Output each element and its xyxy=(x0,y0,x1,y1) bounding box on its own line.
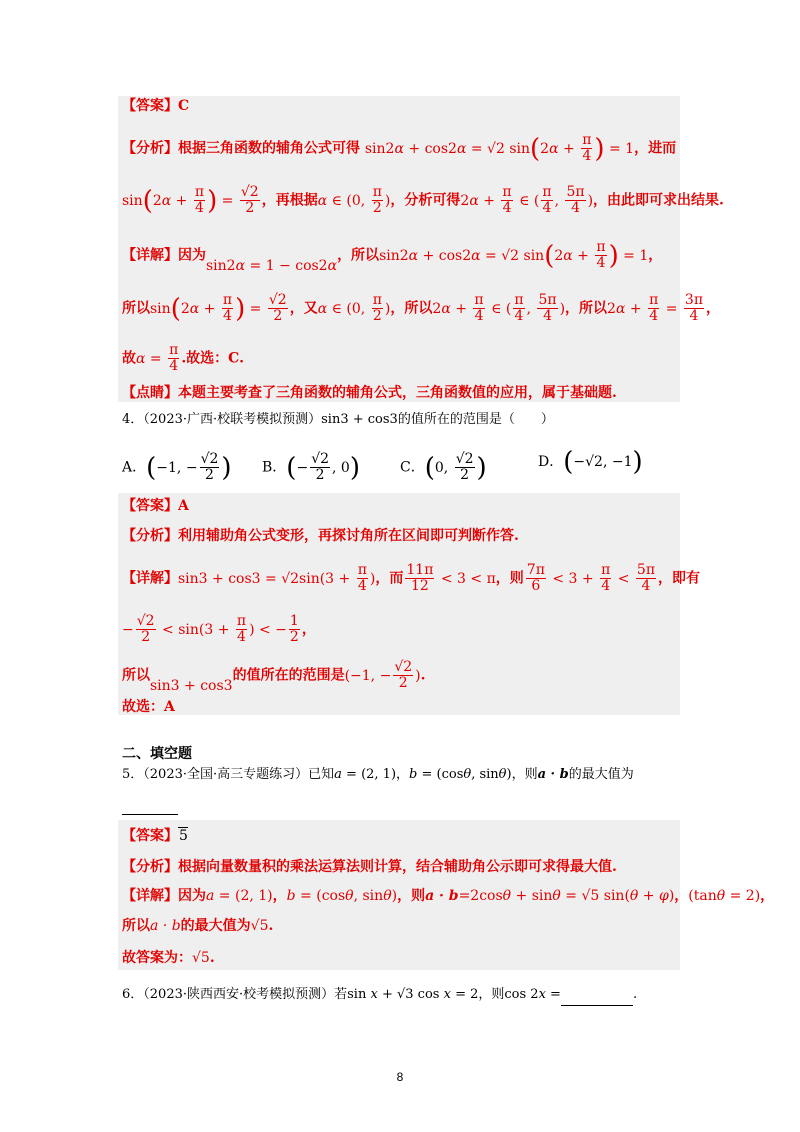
detail-line-q3-3: 故α = $\frac{\pi}{4}$ .故选：C. xyxy=(122,342,244,374)
answer-blank-q5[interactable] xyxy=(122,794,178,815)
question-4: 4．（2023·广西·校联考模拟预测）sin3 + cos3的值所在的范围是（ ） xyxy=(122,412,554,427)
detail-line-q4: 【详解】sin3 + cos3 = √2sin(3 + $\frac{\pi}{4}$ )，而 $\frac{11\pi}{12}$ < 3 < π，则 $\frac{7\pi}{6}$ < 3 + $\frac{\pi}{4}$ < $\frac{5\pi}{4}$ ，即有 xyxy=(122,562,701,594)
detail-line-q5-3: 故答案为：√5. xyxy=(122,950,215,966)
comment-line-q3: 【点睛】本题主要考查了三角函数的辅角公式，三角函数值的应用，属于基础题. xyxy=(122,385,617,401)
analysis-line-q3: 【分析】根据三角函数的辅角公式可得 sin2α + cos2α = √2 sin(2α + $\frac{\pi}{4}$ ) = 1，进而 xyxy=(122,132,677,164)
analysis-line-q5: 【分析】根据向量数量积的乘法运算法则计算，结合辅助角公示即可求得最大值. xyxy=(122,859,617,875)
analysis-line-q4: 【分析】利用辅助角公式变形，再探讨角所在区间即可判断作答. xyxy=(122,528,519,544)
option-b[interactable]: B．(− $\frac{√2}{2}$ , 0) xyxy=(262,451,360,483)
detail-line-q4-4: 故选：A xyxy=(122,699,175,715)
detail-line-q5-2: 所以a · b的最大值为√5. xyxy=(122,918,274,934)
detail-line-q5: 【详解】因为a = (2, 1)，b = (cosθ, sinθ)，则a · b=2cosθ + sinθ = √5 sin(θ + φ)，(tanθ = 2)， xyxy=(122,888,775,904)
section-title: 二、填空题 xyxy=(122,746,192,762)
option-a[interactable]: A．(−1, − $\frac{√2}{2}$ ) xyxy=(122,451,232,483)
answer-value: C xyxy=(178,98,190,114)
option-d[interactable]: D．(−√2, −1) xyxy=(538,447,643,477)
question-5: 5．（2023·全国·高三专题练习）已知a = (2, 1)，b = (cosθ, sinθ)，则a · b的最大值为 xyxy=(122,767,634,782)
detail-line-q3: 【详解】因为sin2α = 1 − cos2α，所以sin2α + cos2α = √2 sin(2α + $\frac{\pi}{4}$ ) = 1， xyxy=(122,239,663,274)
question-6: 6．（2023·陕西西安·校考模拟预测）若sin x + √3 cos x = 2，则cos 2x = . xyxy=(122,985,637,1006)
option-c[interactable]: C．(0, $\frac{√2}{2}$ ) xyxy=(400,451,487,483)
answer-line-q4: 【答案】A xyxy=(122,498,189,514)
detail-line-q4-3: 所以sin3 + cos3的值所在的范围是(−1, − $\frac{√2}{2}$ ). xyxy=(122,659,426,694)
detail-line-q4-2: − $\frac{√2}{2}$ < sin(3 + $\frac{\pi}{4}$ ) < − $\frac{1}{2}$ ， xyxy=(122,613,316,645)
answer-line-q3: 【答案】C xyxy=(122,98,190,114)
answer-line-q5: 【答案】5 xyxy=(122,828,188,844)
detail-line-q3-2: 所以sin(2α + $\frac{\pi}{4}$ ) = $\frac{√2}{2}$ ，又α ∈ (0, $\frac{\pi}{2}$ )，所以2α + $\frac{\pi}{4}$ ∈ ( $\frac{\pi}{4}$ , $\frac{5\pi}{4}$ )，所以2α + $\frac{\pi}{4}$ = $\frac{3\pi}{4}$ ， xyxy=(122,292,721,324)
analysis-line-q3-2: sin(2α + $\frac{\pi}{4}$ ) = $\frac{√2}{2}$ ，再根据α ∈ (0, $\frac{\pi}{2}$ )，分析可得2α + $\frac{\pi}{4}$ ∈ ( $\frac{\pi}{4}$ , $\frac{5\pi}{4}$ )，由此即可求出结果. xyxy=(122,184,724,216)
answer-value: A xyxy=(178,498,189,514)
page-number: 8 xyxy=(396,1070,404,1084)
answer-blank-q6[interactable] xyxy=(561,985,633,1006)
math-formula: sin(2α + $\frac{\pi}{4}$ ) = $\frac{√2}{2}$ xyxy=(122,184,259,216)
math-formula: sin2α + cos2α = √2 sin(2α + $\frac{\pi}{4}$ ) = 1 xyxy=(364,132,635,164)
